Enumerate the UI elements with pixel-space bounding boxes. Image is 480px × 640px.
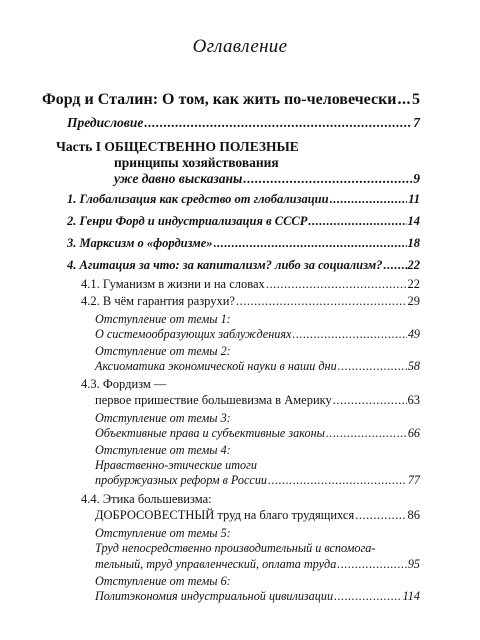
toc-entry-chapter-4	[67, 258, 420, 273]
toc-entry-text: уже давно высказаны	[114, 171, 243, 186]
page-number: 29	[407, 294, 420, 308]
section-4-3-line1: 4.3. Фордизм —	[81, 377, 167, 391]
page-number: 58	[407, 359, 420, 373]
digression-label-3: Отступление от темы 3:	[95, 411, 231, 425]
page-number: 9	[413, 171, 420, 186]
toc-entry-text: ДОБРОСОВЕСТНЫЙ труд на благо трудящихся	[95, 508, 355, 522]
dot-leader	[236, 294, 407, 309]
toc-entry-part1	[114, 171, 420, 187]
toc-entry-chapter-2	[67, 214, 420, 229]
dot-leader	[398, 91, 412, 109]
dot-leader	[144, 115, 412, 131]
page-title: Оглавление	[192, 36, 288, 57]
page-number: 77	[407, 473, 420, 487]
toc-entry-digression-2	[95, 359, 420, 374]
toc-entry-digression-5	[95, 557, 420, 572]
toc-entry-text: первое пришествие большевизма в Америку	[95, 393, 332, 407]
dot-leader	[268, 473, 407, 488]
dot-leader	[334, 589, 402, 604]
page-number: 63	[407, 393, 420, 407]
toc-entry-preface	[67, 115, 420, 131]
part-heading-line2: принципы хозяйствования	[114, 155, 279, 170]
digression-label-1: Отступление от темы 1:	[95, 312, 231, 326]
toc-entry-section-4-1	[81, 277, 420, 292]
toc-entry-text: Форд и Сталин: О том, как жить по-человечески	[42, 91, 397, 108]
dot-leader	[337, 557, 407, 572]
page-number: 7	[413, 115, 420, 130]
page-number: 114	[402, 589, 420, 603]
dot-leader	[308, 214, 406, 229]
digression-label-6: Отступление от темы 6:	[95, 574, 231, 588]
digression-label-4: Отступление от темы 4:	[95, 443, 231, 457]
toc-entry-text: 1. Глобализация как средство от глобализации	[67, 192, 329, 206]
toc-entry-digression-6	[95, 589, 420, 604]
page-number: 22	[407, 277, 420, 291]
dot-leader	[292, 327, 406, 342]
toc-entry-digression-3	[95, 426, 420, 441]
toc-entry-text: 4.2. В чём гарантия разрухи?	[81, 294, 235, 308]
page-number: 22	[407, 258, 420, 272]
toc-entry-digression-1	[95, 327, 420, 342]
toc-entry-text: пробуржуазных реформ в России	[95, 473, 268, 487]
toc-entry-text: Объективные права и субъективные законы	[95, 426, 325, 440]
toc-entry-text: 2. Генри Форд и индустриализация в СССР	[67, 214, 308, 228]
toc-entry-chapter-3	[67, 236, 420, 251]
page-number: 49	[407, 327, 420, 341]
toc-entry-text: Политэкономия индустриальной цивилизации	[95, 589, 334, 603]
digression-label-2: Отступление от темы 2:	[95, 344, 231, 358]
toc-entry-main	[42, 91, 420, 109]
dot-leader	[338, 359, 407, 374]
toc-entry-text: 4. Агитация за что: за капитализм? либо за социализм?	[67, 258, 383, 272]
dot-leader	[333, 393, 407, 408]
dot-leader	[266, 277, 407, 292]
toc-entry-text: 3. Марксизм о «фордизме»	[67, 236, 213, 250]
page-number: 5	[412, 91, 420, 108]
page-number: 14	[407, 214, 420, 228]
dot-leader	[326, 426, 407, 441]
digression-5-line1: Труд непосредственно производительный и вспомога-	[95, 541, 376, 555]
toc-entry-text: 4.1. Гуманизм в жизни и на словах	[81, 277, 265, 291]
dot-leader	[355, 508, 406, 523]
toc-entry-text: Аксиоматика экономической науки в наши дни	[95, 359, 337, 373]
dot-leader	[330, 192, 408, 207]
dot-leader	[214, 236, 407, 251]
toc-entry-text: тельный, труд управленческий, оплата труда	[95, 557, 337, 571]
dot-leader	[383, 258, 406, 273]
digression-label-5: Отступление от темы 5:	[95, 526, 231, 540]
toc-entry-digression-4	[95, 473, 420, 488]
dot-leader	[243, 171, 412, 187]
section-4-4-line1: 4.4. Этика большевизма:	[81, 492, 212, 506]
digression-4-line1: Нравственно-этические итоги	[95, 458, 257, 472]
toc-entry-section-4-3	[95, 393, 420, 408]
toc-entry-chapter-1	[67, 192, 420, 207]
page-number: 95	[407, 557, 420, 571]
page-number: 18	[407, 236, 420, 250]
page-number: 11	[408, 192, 420, 206]
toc-entry-text: О системообразующих заблуждениях	[95, 327, 292, 341]
toc-entry-section-4-4	[95, 508, 420, 523]
toc-entry-section-4-2	[81, 294, 420, 309]
page-number: 86	[407, 508, 420, 522]
part-heading-line1: Часть I ОБЩЕСТВЕННО ПОЛЕЗНЫЕ	[56, 139, 299, 154]
page-number: 66	[407, 426, 420, 440]
toc-entry-text: Предисловие	[67, 115, 144, 130]
